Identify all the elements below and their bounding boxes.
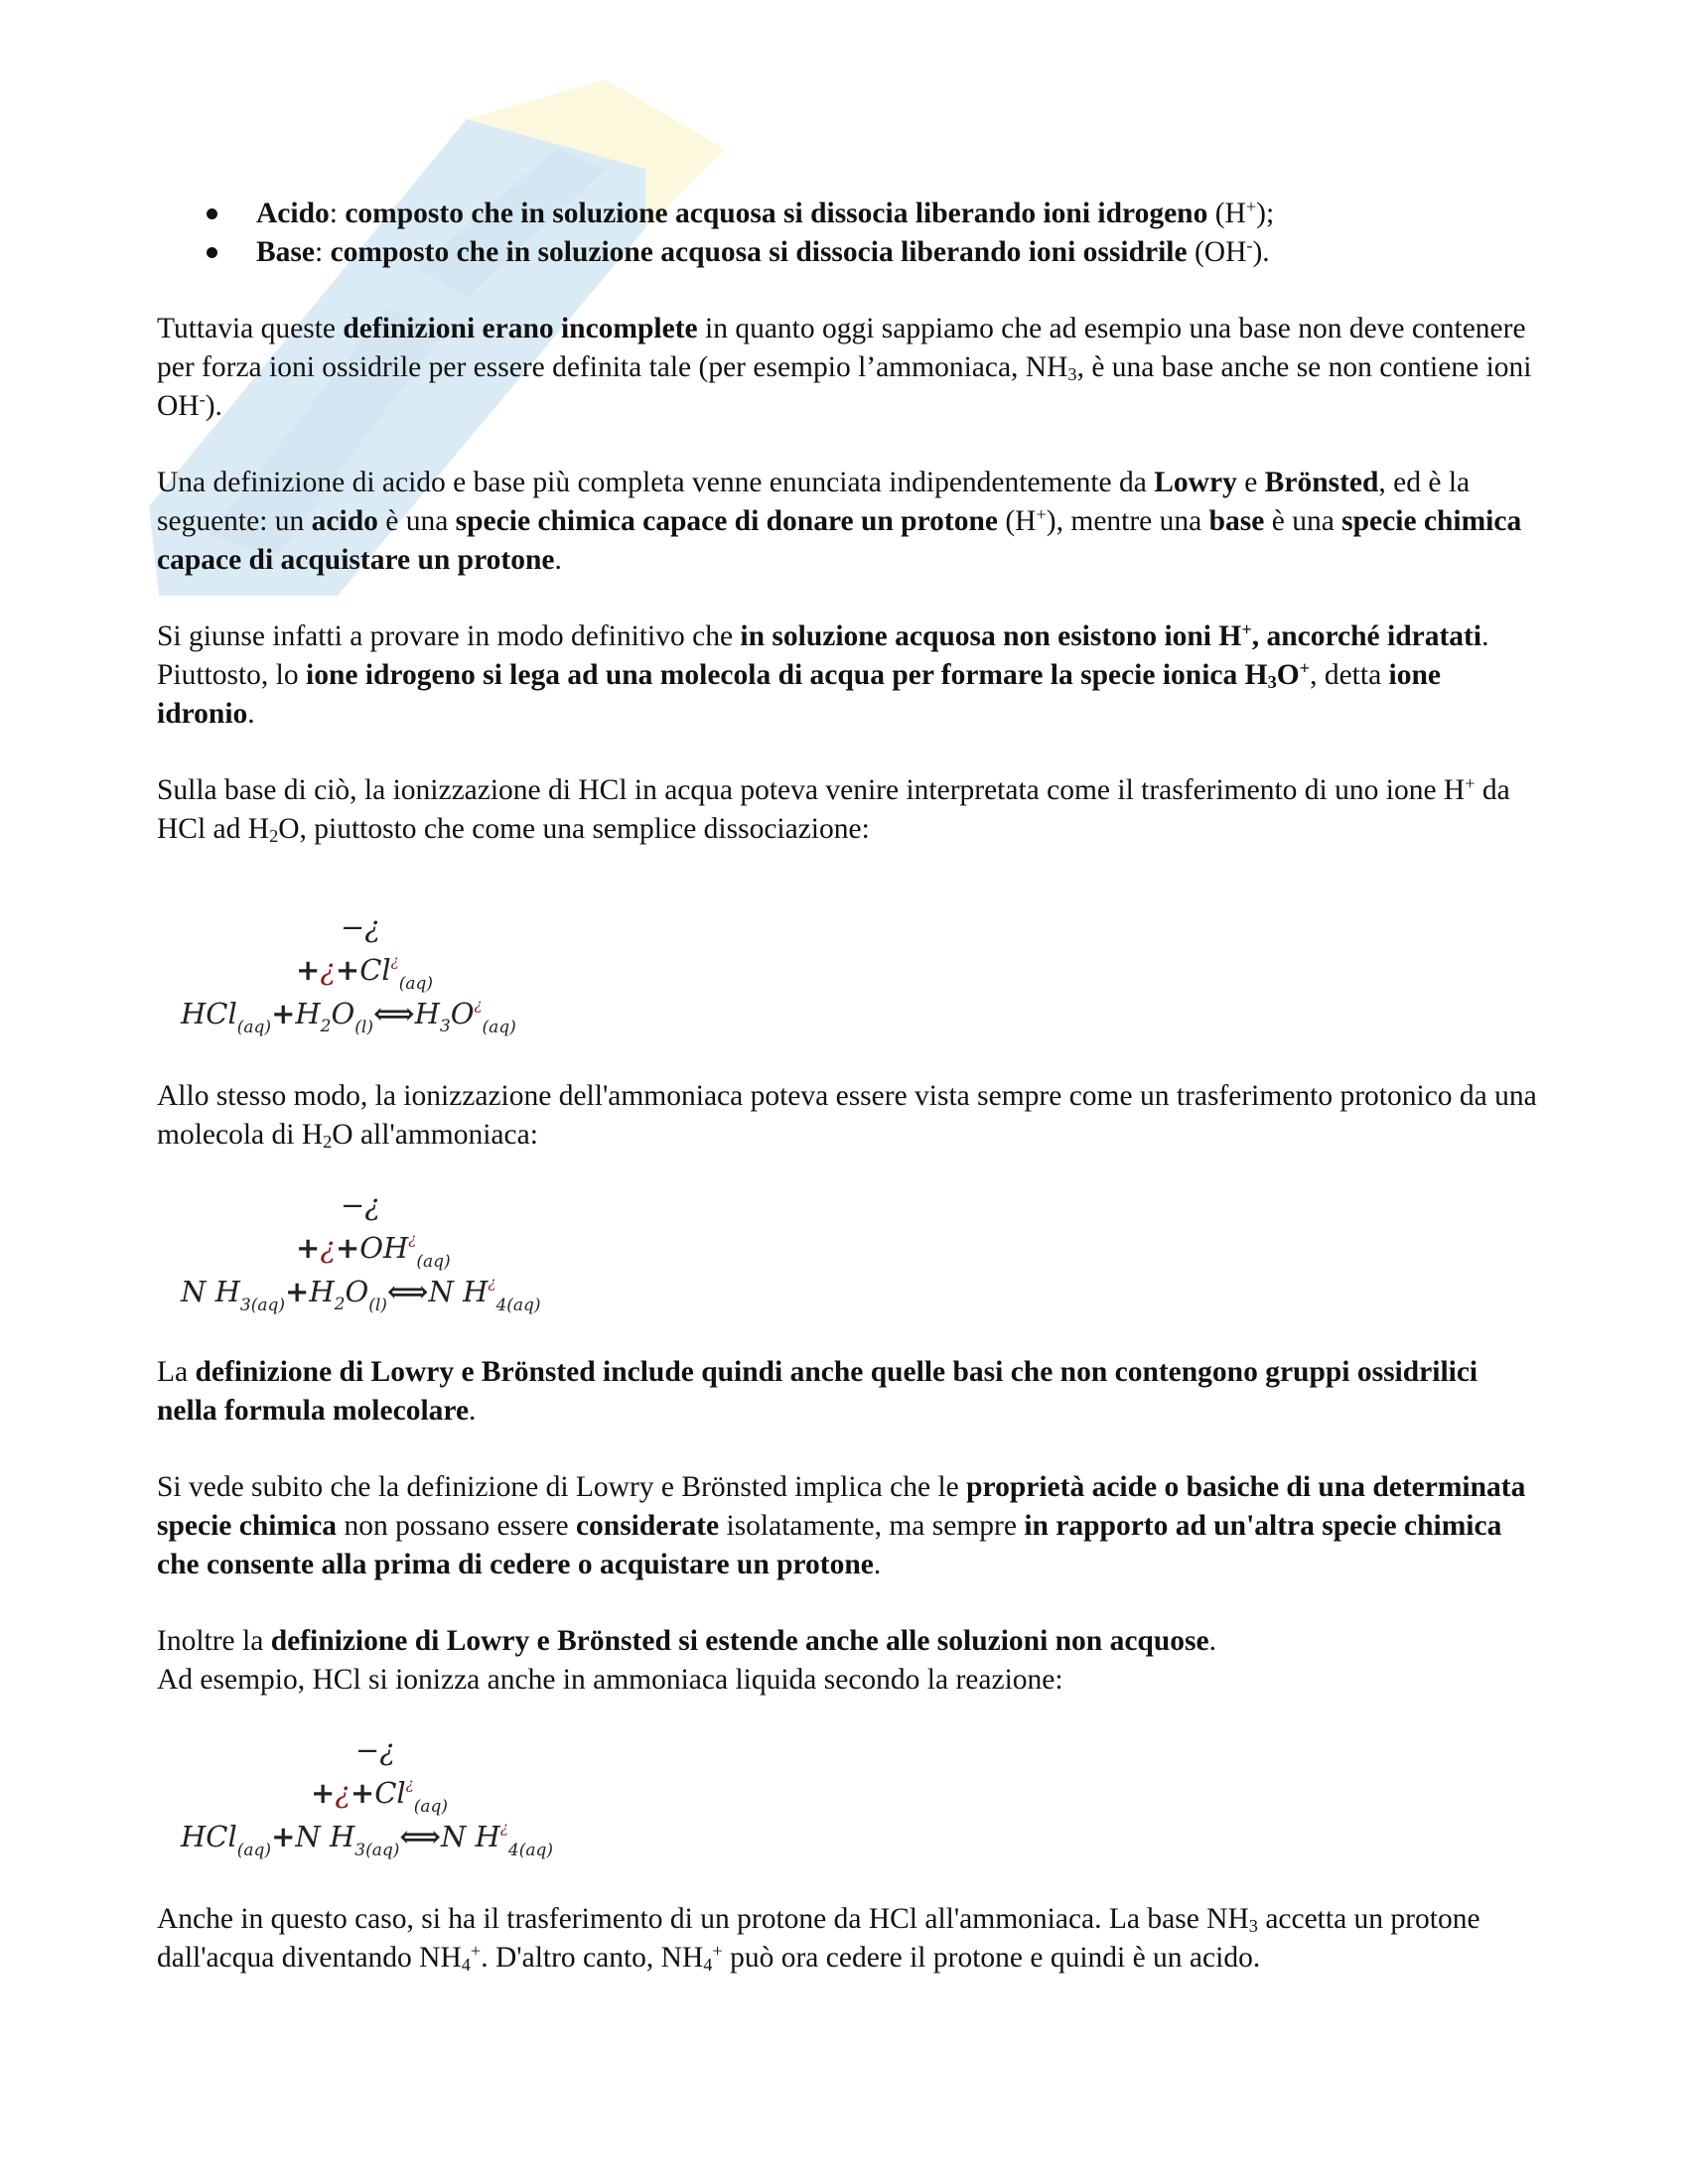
equation-top: −¿ bbox=[341, 1188, 380, 1222]
paragraph-relative-properties: Si vede subito che la definizione di Lowry e Brönsted implica che le proprietà acide o basiche di una determinata specie chimica non possano essere considerate isolatamente, ma sempre in rapporto ad un'altra specie chimica che consente alla prima di cedere o acquistare un protone. bbox=[157, 1471, 1526, 1580]
paragraph-hydronium: Si giunse infatti a provare in modo definitivo che in soluzione acquosa non esistono ioni H+, ancorché idratati. Piuttosto, lo ione idrogeno si lega ad una molecola di acqua per formare la specie ionica $H_3O^+$, detta ione idronio. bbox=[157, 618, 1489, 730]
equation-top: −¿ bbox=[355, 1733, 395, 1767]
paragraph-no-hydroxyl: La definizione di Lowry e Brönsted include quindi anche quelle basi che non contengono gruppi ossidrilici nella formula molecolare. bbox=[157, 1356, 1478, 1427]
equation-hcl-ammonia bbox=[157, 1721, 1537, 1860]
equation-main: N $H_{3(aq)}+H_2O_{(l)}⟺N$ $H^¿_{4(aq)}$ bbox=[181, 1274, 541, 1315]
equation-hcl-water bbox=[157, 898, 1537, 1037]
equation-top: −¿ bbox=[341, 910, 380, 944]
list-item-acido: Acido: composto che in soluzione acquosa si dissocia liberando ioni idrogeno (H+); bbox=[157, 195, 1537, 233]
equation-ammonia-water bbox=[157, 1176, 1537, 1313]
list-item-base: Base: composto che in soluzione acquosa si dissocia liberando ioni ossidrile (OH-). bbox=[157, 233, 1537, 272]
paragraph-incomplete-definitions: Tuttavia queste definizioni erano incomplete in quanto oggi sappiamo che ad esempio una base non deve contenere per forza ioni ossidrile per essere definita tale (per esempio l’ammoniaca, $NH_3$, è una base anche se non contiene ioni OH-). bbox=[157, 313, 1532, 422]
equation-middle: $+¿+Cl^¿_{(aq)}$ bbox=[296, 952, 433, 994]
equation-middle: $+¿+OH^¿_{(aq)}$ bbox=[296, 1230, 451, 1272]
paragraph-lowry-bronsted: Una definizione di acido e base più completa venne enunciata indipendentemente da Lowry e Brönsted, ed è la seguente: un acido è una specie chimica capace di donare un protone (H+), mentre una base è una specie chimica capace di acquistare un protone. bbox=[157, 467, 1522, 576]
paragraph-ammonia-ionization: Allo stesso modo, la ionizzazione dell'ammoniaca poteva essere vista sempre come un trasferimento protonico da una molecola di $H_2O$ all'ammoniaca: bbox=[157, 1080, 1537, 1153]
equation-main: $HCl_{(aq)}+H_2O_{(l)}⟺H_3O^¿_{(aq)}$ bbox=[181, 996, 516, 1037]
equation-main: HCl$_{(aq)}$+N $H_{3(aq)}⟺N$ $H^¿_{4(aq)}$ bbox=[181, 1819, 553, 1860]
paragraph-conjugate-acid: Anche in questo caso, si ha il trasferimento di un protone da HCl all'ammoniaca. La base $NH_3$ accetta un protone dall'acqua diventando $NH_4^+$. D'altro canto, $NH_4^+$ può ora cedere il protone e quindi è un acido. bbox=[157, 1903, 1480, 1976]
paragraph-non-aqueous: Inoltre la definizione di Lowry e Brönsted si estende anche alle soluzioni non acquose. bbox=[157, 1625, 1216, 1657]
paragraph-hcl-ionization: Sulla base di ciò, la ionizzazione di HCl in acqua poteva venire interpretata come il trasferimento di uno ione H+ da HCl ad $H_2O$, piuttosto che come una semplice dissociazione: bbox=[157, 772, 1510, 847]
bullet-icon bbox=[207, 208, 217, 219]
bullet-icon bbox=[207, 247, 217, 258]
definitions-list bbox=[157, 195, 1537, 272]
paragraph-example-liquid-ammonia: Ad esempio, HCl si ionizza anche in ammoniaca liquida secondo la reazione: bbox=[157, 1664, 1063, 1696]
document-page bbox=[157, 195, 1537, 2015]
equation-middle: $+¿+Cl^¿_{(aq)}$ bbox=[311, 1775, 448, 1817]
